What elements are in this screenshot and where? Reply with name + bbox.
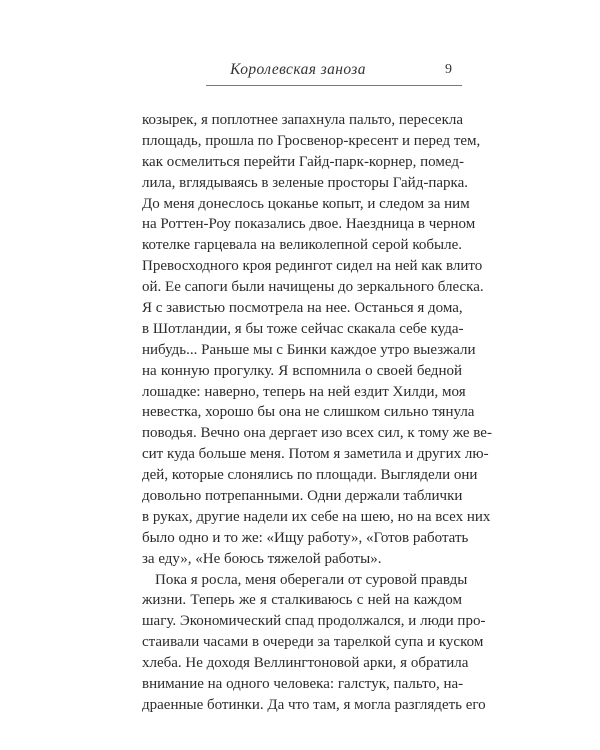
text-line: было одно и то же: «Ищу работу», «Готов работать (142, 529, 469, 546)
header-rule (206, 85, 462, 86)
text-line: на конную прогулку. Я вспомнила о своей бедной (142, 362, 462, 379)
text-line: лошадке: наверно, теперь на ней ездит Хилди, моя (142, 383, 466, 400)
text-line: стаивали часами в очереди за тарелкой супа и куском (142, 634, 484, 651)
body-text (142, 110, 492, 716)
text-line: Превосходного кроя редингот сидел на ней как влито (142, 258, 483, 275)
text-line: котелке гарцевала на великолепной серой кобыле. (142, 237, 462, 254)
text-line: козырек, я поплотнее запахнула пальто, пересекла (142, 112, 464, 128)
text-line: как осмелиться перейти Гайд-парк-корнер, помед- (142, 153, 464, 170)
text-line: сит куда больше меня. Потом я заметила и других лю- (142, 446, 489, 463)
text-line: драенные ботинки. Да что там, я могла разглядеть его (142, 696, 486, 713)
text-line: довольно потрепанными. Одни держали таблички (142, 488, 463, 505)
text-line: хлеба. Не доходя Веллингтоновой арки, я обратила (142, 655, 469, 672)
text-line: площадь, прошла по Гросвенор-кресент и перед тем, (142, 132, 481, 149)
text-line: Пока я росла, меня оберегали от суровой правды (155, 571, 468, 588)
text-line: поводья. Вечно она дергает изо всех сил, к тому же ве- (142, 425, 492, 442)
text-line: Я с завистью посмотрела на нее. Останься я дома, (142, 300, 463, 317)
text-line: за еду», «Не боюсь тяжелой работы». (142, 550, 382, 567)
text-line: дей, которые слонялись по площади. Выглядели они (142, 467, 478, 484)
running-title: Королевская заноза (230, 61, 366, 78)
text-line: нибудь... Раньше мы с Бинки каждое утро выезжали (142, 341, 476, 358)
page-number: 9 (445, 62, 452, 77)
text-line: внимание на одного человека: галстук, пальто, на- (142, 676, 464, 693)
text-line: на Роттен-Роу показались двое. Наездница в черном (142, 216, 476, 233)
text-line: жизни. Теперь же я сталкиваюсь с ней на каждом (142, 592, 462, 609)
text-line: До меня донеслось цоканье копыт, и следом за ним (142, 195, 470, 212)
text-line: в руках, другие надели их себе на шею, но на всех них (142, 508, 491, 525)
running-header (208, 60, 462, 90)
text-line: лила, вглядываясь в зеленые просторы Гайд-парка. (142, 174, 468, 191)
text-line: невестка, хорошо бы она не слишком сильно тянула (142, 404, 475, 421)
text-line: ой. Ее сапоги были начищены до зеркального блеска. (142, 279, 484, 296)
text-line: шагу. Экономический спад продолжался, и люди про- (142, 613, 486, 630)
text-line: в Шотландии, я бы тоже сейчас скакала себе куда- (142, 320, 464, 337)
